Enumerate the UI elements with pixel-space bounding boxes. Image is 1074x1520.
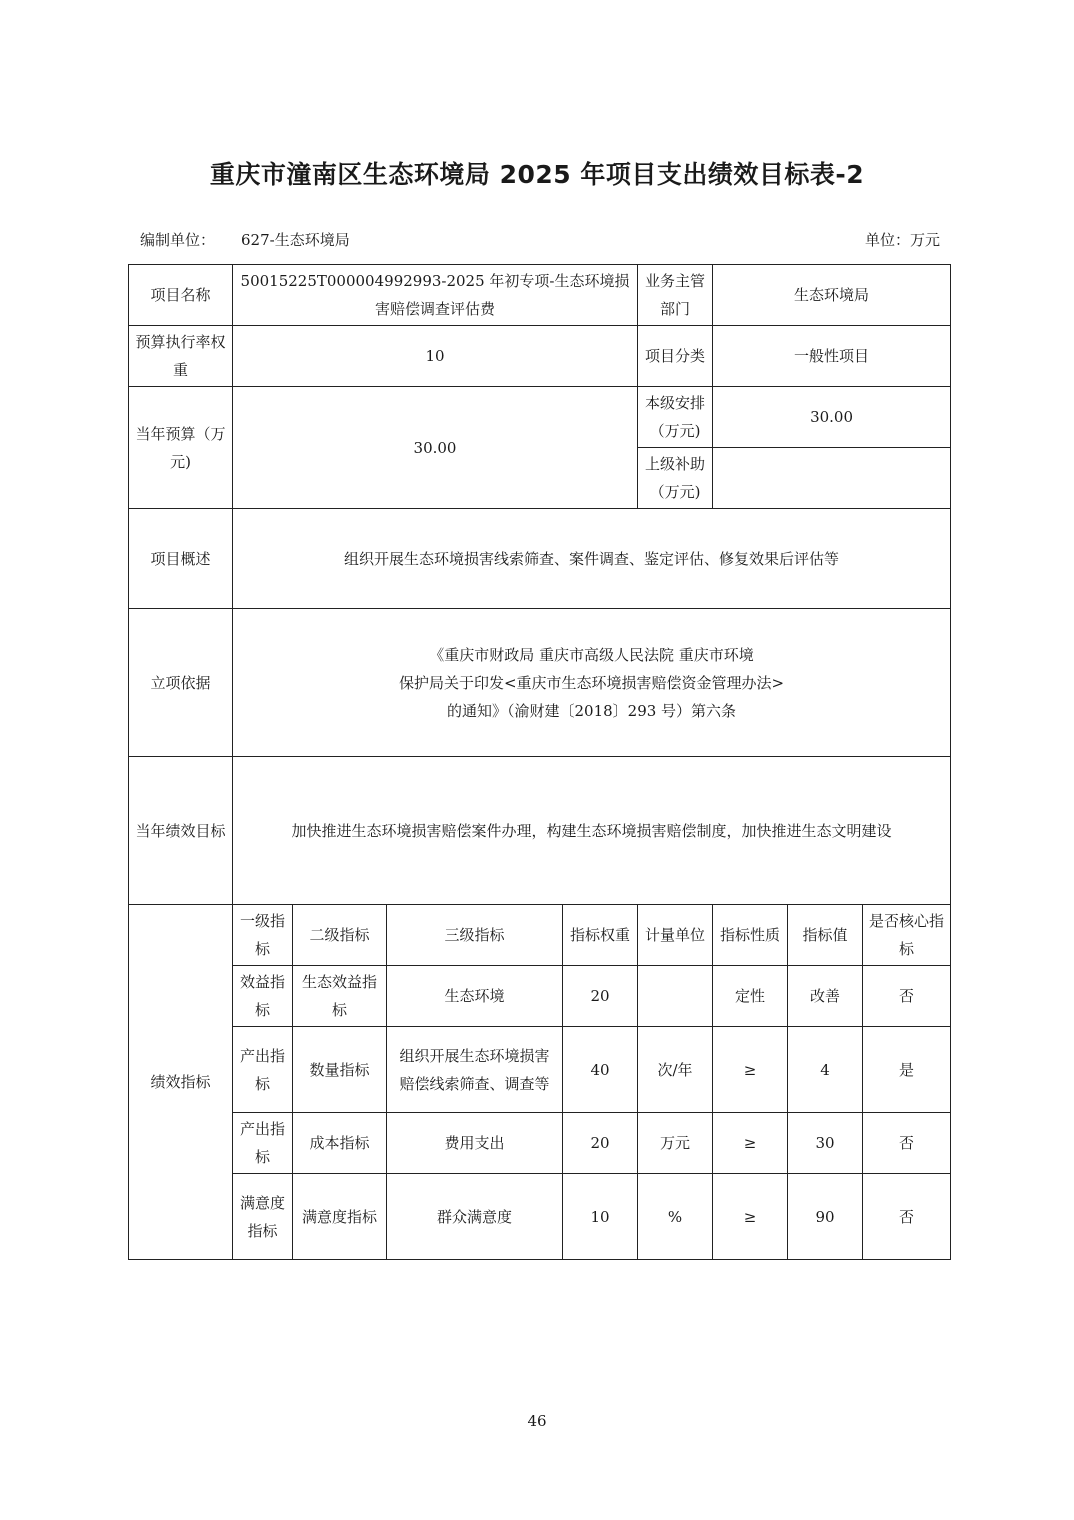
weight-cell: 40 [563, 1027, 638, 1113]
annual-budget-value: 30.00 [233, 387, 638, 509]
nature-cell: ≥ [713, 1027, 788, 1113]
level2-cell: 满意度指标 [293, 1174, 387, 1260]
level2-cell: 生态效益指标 [293, 966, 387, 1027]
currency-unit: 单位：万元 [864, 231, 940, 249]
header-level1: 一级指标 [233, 905, 293, 966]
header-nature: 指标性质 [713, 905, 788, 966]
basis-line: 《重庆市财政局 重庆市高级人民法院 重庆市环境 [429, 645, 754, 664]
perf-header-row [129, 905, 951, 966]
header-core: 是否核心指标 [863, 905, 951, 966]
table-row [129, 757, 951, 905]
local-arrangement-value: 30.00 [713, 387, 951, 448]
category-label: 项目分类 [638, 326, 713, 387]
overview-value: 组织开展生态环境损害线索筛查、案件调查、鉴定评估、修复效果后评估等 [233, 509, 951, 609]
execution-weight-label: 预算执行率权重 [129, 326, 233, 387]
execution-weight-value: 10 [233, 326, 638, 387]
weight-cell: 10 [563, 1174, 638, 1260]
table-row [129, 387, 951, 448]
page-number: 46 [527, 1412, 547, 1430]
value-cell: 30 [788, 1113, 863, 1174]
table-row [129, 509, 951, 609]
level3-cell: 生态环境 [387, 966, 563, 1027]
nature-cell: 定性 [713, 966, 788, 1027]
level3-cell: 组织开展生态环境损害赔偿线索筛查、调查等 [387, 1027, 563, 1113]
compiling-unit-value: 627-生态环境局 [241, 231, 350, 249]
header-level2: 二级指标 [293, 905, 387, 966]
value-cell: 改善 [788, 966, 863, 1027]
performance-indicators-label: 绩效指标 [129, 905, 233, 1260]
annual-goal-value: 加快推进生态环境损害赔偿案件办理，构建生态环境损害赔偿制度，加快推进生态文明建设 [233, 757, 951, 905]
level1-cell: 效益指标 [233, 966, 293, 1027]
core-cell: 否 [863, 1113, 951, 1174]
perf-row [129, 1113, 951, 1174]
level2-cell: 成本指标 [293, 1113, 387, 1174]
project-name-label: 项目名称 [129, 265, 233, 326]
weight-cell: 20 [563, 1113, 638, 1174]
table-row [129, 265, 951, 326]
table-row [129, 326, 951, 387]
overview-label: 项目概述 [129, 509, 233, 609]
unit-cell [638, 966, 713, 1027]
level3-cell: 费用支出 [387, 1113, 563, 1174]
table-row [129, 609, 951, 757]
header-unit: 计量单位 [638, 905, 713, 966]
unit-cell: % [638, 1174, 713, 1260]
perf-row [129, 966, 951, 1027]
local-arrangement-label: 本级安排（万元) [638, 387, 713, 448]
header-weight: 指标权重 [563, 905, 638, 966]
header-level3: 三级指标 [387, 905, 563, 966]
upper-subsidy-label: 上级补助（万元) [638, 448, 713, 509]
perf-row [129, 1174, 951, 1260]
level1-cell: 产出指标 [233, 1027, 293, 1113]
nature-cell: ≥ [713, 1113, 788, 1174]
level2-cell: 数量指标 [293, 1027, 387, 1113]
level3-cell: 群众满意度 [387, 1174, 563, 1260]
core-cell: 否 [863, 966, 951, 1027]
annual-budget-label: 当年预算（万元) [129, 387, 233, 509]
compiling-unit [140, 229, 350, 250]
basis-line: 保护局关于印发<重庆市生态环境损害赔偿资金管理办法> [398, 673, 785, 692]
basis-value [233, 609, 951, 757]
level1-cell: 满意度指标 [233, 1174, 293, 1260]
performance-target-table [128, 264, 951, 1260]
department-value: 生态环境局 [713, 265, 951, 326]
department-label: 业务主管部门 [638, 265, 713, 326]
level1-cell: 产出指标 [233, 1113, 293, 1174]
page-title: 重庆市潼南区生态环境局 2025 年项目支出绩效目标表-2 [209, 160, 865, 189]
value-cell: 90 [788, 1174, 863, 1260]
core-cell: 否 [863, 1174, 951, 1260]
perf-row [129, 1027, 951, 1113]
basis-label: 立项依据 [129, 609, 233, 757]
unit-cell: 次/年 [638, 1027, 713, 1113]
weight-cell: 20 [563, 966, 638, 1027]
upper-subsidy-value [713, 448, 951, 509]
core-cell: 是 [863, 1027, 951, 1113]
basis-line: 的通知》（渝财建〔2018〕293 号）第六条 [446, 701, 737, 720]
annual-goal-label: 当年绩效目标 [129, 757, 233, 905]
compiling-unit-label: 编制单位： [140, 231, 216, 249]
nature-cell: ≥ [713, 1174, 788, 1260]
value-cell: 4 [788, 1027, 863, 1113]
header-value: 指标值 [788, 905, 863, 966]
project-name-value: 50015225T000004992993-2025 年初专项-生态环境损害赔偿调查评估费 [233, 265, 638, 326]
category-value: 一般性项目 [713, 326, 951, 387]
unit-cell: 万元 [638, 1113, 713, 1174]
